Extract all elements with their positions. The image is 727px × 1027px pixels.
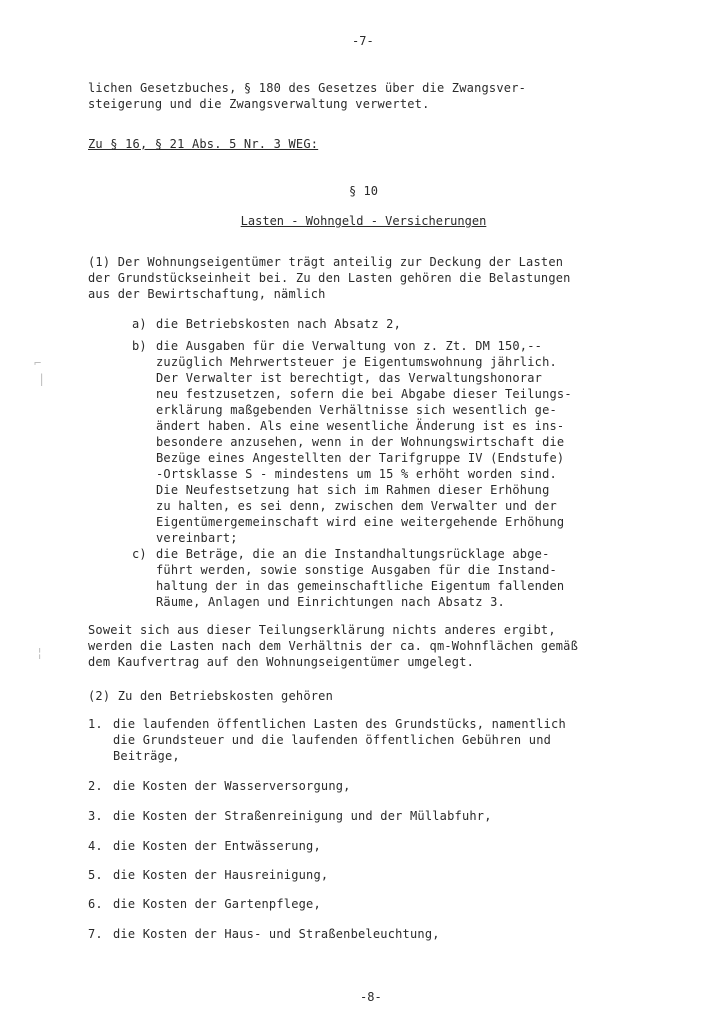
list-marker-c: c) bbox=[132, 547, 147, 561]
item-line: Beiträge, bbox=[113, 749, 180, 763]
paragraph-line: dem Kaufvertrag auf den Wohnungseigentümer umgelegt. bbox=[88, 655, 475, 669]
item-number: 5. bbox=[88, 868, 103, 882]
paragraph-line: der Grundstückseinheit bei. Zu den Lasten gehören die Belastungen bbox=[88, 271, 571, 285]
paragraph-line: werden die Lasten nach dem Verhältnis der ca. qm-Wohnflächen gemäß bbox=[88, 639, 579, 653]
list-item-line: die Ausgaben für die Verwaltung von z. Zt. DM 150,-- bbox=[156, 339, 543, 353]
item-line: die Grundsteuer und die laufenden öffentlichen Gebühren und bbox=[113, 733, 552, 747]
intro-line: lichen Gesetzbuches, § 180 des Gesetzes über die Zwangsver- bbox=[88, 81, 527, 95]
scan-mark: ¦ bbox=[36, 646, 44, 660]
list-item-line: erklärung maßgebenden Verhältnisse sich wesentlich ge- bbox=[156, 403, 557, 417]
list-item-line: die Beträge, die an die Instandhaltungsrücklage abge- bbox=[156, 547, 550, 561]
item-number: 1. bbox=[88, 717, 103, 731]
item-number: 2. bbox=[88, 779, 103, 793]
list-item-line: die Betriebskosten nach Absatz 2, bbox=[156, 317, 402, 331]
paragraph-heading: (2) Zu den Betriebskosten gehören bbox=[88, 689, 334, 703]
item-line: die Kosten der Entwässerung, bbox=[113, 839, 321, 853]
list-item-line: neu festzusetzen, sofern die bei Abgabe dieser Teilungs- bbox=[156, 387, 572, 401]
item-line: die laufenden öffentlichen Lasten des Grundstücks, namentlich bbox=[113, 717, 566, 731]
paragraph-line: (1) Der Wohnungseigentümer trägt anteilig zur Deckung der Lasten bbox=[88, 255, 564, 269]
list-item-line: Eigentümergemeinschaft wird eine weitergehende Erhöhung bbox=[156, 515, 565, 529]
list-item-line: -Ortsklasse S - mindestens um 15 % erhöht worden sind. bbox=[156, 467, 557, 481]
list-item-line: Die Neufestsetzung hat sich im Rahmen dieser Erhöhung bbox=[156, 483, 550, 497]
section-number: § 10 bbox=[349, 184, 378, 198]
item-line: die Kosten der Hausreinigung, bbox=[113, 868, 329, 882]
list-item-line: zu halten, es sei denn, zwischen dem Verwalter und der bbox=[156, 499, 557, 513]
paragraph-line: Soweit sich aus dieser Teilungserklärung nichts anderes ergibt, bbox=[88, 623, 556, 637]
legal-reference: Zu § 16, § 21 Abs. 5 Nr. 3 WEG: bbox=[88, 137, 319, 151]
intro-line: steigerung und die Zwangsverwaltung verwertet. bbox=[88, 97, 430, 111]
item-line: die Kosten der Wasserversorgung, bbox=[113, 779, 351, 793]
paragraph-line: aus der Bewirtschaftung, nämlich bbox=[88, 287, 326, 301]
scan-mark: | bbox=[38, 372, 46, 386]
list-item-line: besondere anzusehen, wenn in der Wohnungswirtschaft die bbox=[156, 435, 565, 449]
list-item-line: vereinbart; bbox=[156, 531, 238, 545]
list-marker-b: b) bbox=[132, 339, 147, 353]
section-title: Lasten - Wohngeld - Versicherungen bbox=[240, 214, 487, 228]
item-number: 4. bbox=[88, 839, 103, 853]
list-item-line: ändert haben. Als eine wesentliche Änderung ist es ins- bbox=[156, 419, 565, 433]
list-item-line: haltung der in das gemeinschaftliche Eigentum fallenden bbox=[156, 579, 565, 593]
page-number-top: -7- bbox=[352, 34, 374, 48]
list-marker-a: a) bbox=[132, 317, 147, 331]
item-number: 7. bbox=[88, 927, 103, 941]
item-number: 6. bbox=[88, 897, 103, 911]
list-item-line: Der Verwalter ist berechtigt, das Verwaltungshonorar bbox=[156, 371, 543, 385]
scan-mark: ⌐ bbox=[34, 356, 42, 370]
item-number: 3. bbox=[88, 809, 103, 823]
item-line: die Kosten der Gartenpflege, bbox=[113, 897, 321, 911]
list-item-line: zuzüglich Mehrwertsteuer je Eigentumswohnung jährlich. bbox=[156, 355, 557, 369]
item-line: die Kosten der Straßenreinigung und der Müllabfuhr, bbox=[113, 809, 492, 823]
list-item-line: Räume, Anlagen und Einrichtungen nach Absatz 3. bbox=[156, 595, 505, 609]
list-item-line: Bezüge eines Angestellten der Tarifgruppe IV (Endstufe) bbox=[156, 451, 565, 465]
list-item-line: führt werden, sowie sonstige Ausgaben für die Instand- bbox=[156, 563, 557, 577]
item-line: die Kosten der Haus- und Straßenbeleuchtung, bbox=[113, 927, 440, 941]
page-number-bottom: -8- bbox=[360, 990, 382, 1004]
